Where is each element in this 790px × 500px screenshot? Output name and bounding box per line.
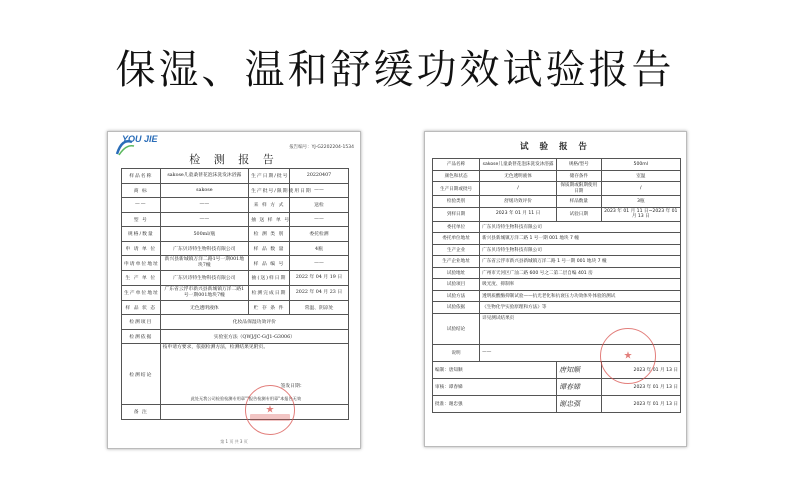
table-cell: 化妆品保湿功效评价 xyxy=(160,315,348,330)
table-cell: 抽 送 样 单 号 xyxy=(249,212,290,227)
table-row xyxy=(433,221,681,233)
table-cell: 试验依据 xyxy=(433,302,480,314)
signer-name: 编制：唐知顺 xyxy=(433,361,557,378)
table-cell: 保质期或限期使用日期 xyxy=(556,182,601,196)
table-cell: 生产企业 xyxy=(433,244,480,256)
signature-row xyxy=(433,378,681,395)
table-cell: 详见测试结果页 xyxy=(480,313,681,344)
table-row xyxy=(433,196,681,208)
table-cell: 产品名称 xyxy=(433,159,480,171)
table-cell: 检验类别 xyxy=(433,196,480,208)
seal-band xyxy=(250,414,290,421)
signer-name: 审核：谭春娣 xyxy=(433,378,557,395)
table-cell: 样 品 状 态 xyxy=(122,300,161,315)
table-cell: 生产批号/限期使用日期 xyxy=(249,183,290,198)
table-row xyxy=(433,302,681,314)
table-row xyxy=(433,182,681,196)
table-cell: 来 样 方 式 xyxy=(249,198,290,213)
table-cell: 试验方法 xyxy=(433,290,480,302)
table-cell: sakose儿童桑葚花泡沫洗发沐浴露 xyxy=(160,169,249,184)
table-cell: 新兴县新城镇万洋二路 1 号一期 001 地块 7 幢 xyxy=(480,233,681,245)
table-cell: 常温、阴凉处 xyxy=(289,300,348,315)
table-row xyxy=(433,207,681,221)
table-cell: 备 注 xyxy=(122,405,161,420)
table-cell: 500ml/瓶 xyxy=(160,227,249,242)
table-cell: 检测完成日期 xyxy=(249,285,290,300)
table-row xyxy=(122,300,349,315)
table-cell: 2023 年 01 月 11 日~2023 年 01 月 13 日 xyxy=(601,207,680,221)
table-row xyxy=(122,183,349,198)
table-cell: 《生物化学实验原理和方法》等 xyxy=(480,302,681,314)
table-cell: 规格/型号 xyxy=(556,159,601,171)
table-cell: 生产日期或批号 xyxy=(433,182,480,196)
table-cell: 生 产 单 位 xyxy=(122,271,161,286)
table-cell: 500ml xyxy=(601,159,680,171)
table-cell: 2022 年 04 月 23 日 xyxy=(289,285,348,300)
table-row xyxy=(122,315,349,330)
table-row xyxy=(122,227,349,242)
table-cell: 试验地址 xyxy=(433,267,480,279)
signer-name: 批准：谢忠强 xyxy=(433,395,557,412)
table-cell: 样品数量 xyxy=(556,196,601,208)
table-row xyxy=(122,405,349,420)
table-cell: 试验日期 xyxy=(556,207,601,221)
official-seal xyxy=(245,385,295,435)
table-cell: 样 品 数 量 xyxy=(249,241,290,256)
table-cell: —— xyxy=(289,212,348,227)
page-title: 保湿、温和舒缓功效试验报告 xyxy=(115,47,675,93)
table-cell: 生产企业地址 xyxy=(433,256,480,268)
table-row xyxy=(433,279,681,291)
table-row xyxy=(122,256,349,271)
table-cell: 广州市天河区广汕二路 600 号之二第二层自编 401 房 xyxy=(480,267,681,279)
seal-star-icon: ★ xyxy=(265,404,275,416)
table-cell: —— xyxy=(480,344,681,361)
table-row xyxy=(433,267,681,279)
table-row xyxy=(122,344,349,405)
table-cell: 检测项目 xyxy=(122,315,161,330)
table-cell: sakose儿童桑葚花泡沫洗发沐浴露 xyxy=(480,159,557,171)
table-row xyxy=(122,329,349,344)
table-cell: 到样日期 xyxy=(433,207,480,221)
table-cell: 规格/数量 xyxy=(122,227,161,242)
official-seal xyxy=(600,328,656,384)
handwritten-signature: 唐知顺 xyxy=(556,361,601,378)
table-cell: 试验项目 xyxy=(433,279,480,291)
report-title: 检 测 报 告 xyxy=(189,153,279,166)
table-row xyxy=(122,169,349,184)
table-cell: —— xyxy=(289,183,348,198)
table-cell: 2022 年 04 月 19 日 xyxy=(289,271,348,286)
table-cell: 广东贝诗特生物科技有限公司 xyxy=(480,221,681,233)
table-row xyxy=(122,271,349,286)
table-row xyxy=(122,212,349,227)
signature-row xyxy=(433,395,681,412)
table-row xyxy=(433,244,681,256)
table-cell: 舒缓功效评价 xyxy=(480,196,557,208)
table-cell: 吸光度、抑制率 xyxy=(480,279,681,291)
table-row xyxy=(122,198,349,213)
table-cell: 颜色和状态 xyxy=(433,170,480,182)
table-cell: 生产单位地址 xyxy=(122,285,161,300)
table-row xyxy=(122,285,349,300)
table-cell: —— xyxy=(160,198,249,213)
table-cell: 商 标 xyxy=(122,183,161,198)
table-cell: 样品名称 xyxy=(122,169,161,184)
table-cell: 无色透明液体 xyxy=(160,300,249,315)
table-cell: —— xyxy=(289,256,348,271)
table-cell: 广东贝诗特生物科技有限公司 xyxy=(160,241,249,256)
table-cell: 3瓶 xyxy=(601,196,680,208)
table-cell: 说明 xyxy=(433,344,480,361)
signature-date: 2023 年 01 月 13 日 xyxy=(601,395,680,412)
table-row xyxy=(433,159,681,171)
table-cell: / xyxy=(601,182,680,196)
table-cell: 实验室方法（QWJ/JC-G/J1-G3006） xyxy=(160,329,348,344)
table-cell: 生产日期/批号 xyxy=(249,169,290,184)
table-cell: 广东省云浮市新兴县新城镇万洋二路 1 号一期 001 地块 7 幢 xyxy=(480,256,681,268)
table-cell: 检测依据 xyxy=(122,329,161,344)
table-cell: sakose xyxy=(160,183,249,198)
table-cell: 申 请 单 位 xyxy=(122,241,161,256)
report-number: 报告编号：YJ-G2202204-1534 xyxy=(289,145,354,150)
table-cell: 室温 xyxy=(601,170,680,182)
table-cell: 2023 年 01 月 11 日 xyxy=(480,207,557,221)
table-cell: 样 品 编 号 xyxy=(249,256,290,271)
table-cell: 新兴县新城镇万洋二路1号一期001地块7幢 xyxy=(160,256,249,271)
report-title: 试 验 报 告 xyxy=(520,142,591,152)
detection-report-image xyxy=(107,131,361,449)
table-cell: 贮 存 条 件 xyxy=(249,300,290,315)
test-report-image xyxy=(424,131,687,447)
table-cell: 抽(送)样日期 xyxy=(249,271,290,286)
company-logo-text: YOU JIE xyxy=(122,134,158,144)
report-table xyxy=(121,168,349,420)
table-row xyxy=(433,170,681,182)
table-cell: 4瓶 xyxy=(289,241,348,256)
conclusion-text: 按申请方要求，依据检测方法，检测结果见附页。 xyxy=(162,345,269,350)
report-note: 此处无我公司检验检测专用章""报告检测专用章"本报告无效 xyxy=(190,395,302,401)
table-cell: 试验结论 xyxy=(433,313,480,344)
table-cell: 20220407 xyxy=(289,169,348,184)
page-footer: 第 1 页 共 3 页 xyxy=(220,439,248,444)
table-cell: 广东贝诗特生物科技有限公司 xyxy=(160,271,249,286)
table-cell: 检 测 类 别 xyxy=(249,227,290,242)
table-cell: 广东省云浮市新兴县新城镇万洋二路1号一期001地块7幢 xyxy=(160,285,249,300)
signature-date: 2023 年 01 月 13 日 xyxy=(601,378,680,395)
handwritten-signature: 谢忠强 xyxy=(556,395,601,412)
table-row xyxy=(433,256,681,268)
table-cell: 委托单位 xyxy=(433,221,480,233)
table-cell: 委托单位地址 xyxy=(433,233,480,245)
table-cell: 储存条件 xyxy=(556,170,601,182)
seal-star-icon: ★ xyxy=(623,350,633,362)
table-cell: 透明质酸酶抑制试验——抗光老化和抗衰压力功效体外体验的测试 xyxy=(480,290,681,302)
table-row xyxy=(433,290,681,302)
table-row xyxy=(122,241,349,256)
table-cell: 检测结论 xyxy=(122,344,161,405)
table-row xyxy=(433,233,681,245)
table-cell: 无色透明液体 xyxy=(480,170,557,182)
issue-date: 签发日期： xyxy=(280,384,305,389)
handwritten-signature: 谭春娣 xyxy=(556,378,601,395)
table-cell: / xyxy=(480,182,557,196)
table-cell: —— xyxy=(160,212,249,227)
table-cell: 广东贝诗特生物科技有限公司 xyxy=(480,244,681,256)
table-cell: 送检 xyxy=(289,198,348,213)
table-cell: —— xyxy=(122,198,161,213)
table-cell: 委托检测 xyxy=(289,227,348,242)
signature-date: 2023 年 01 月 13 日 xyxy=(601,361,680,378)
table-cell: 申请单位地址 xyxy=(122,256,161,271)
table-cell: 型 号 xyxy=(122,212,161,227)
